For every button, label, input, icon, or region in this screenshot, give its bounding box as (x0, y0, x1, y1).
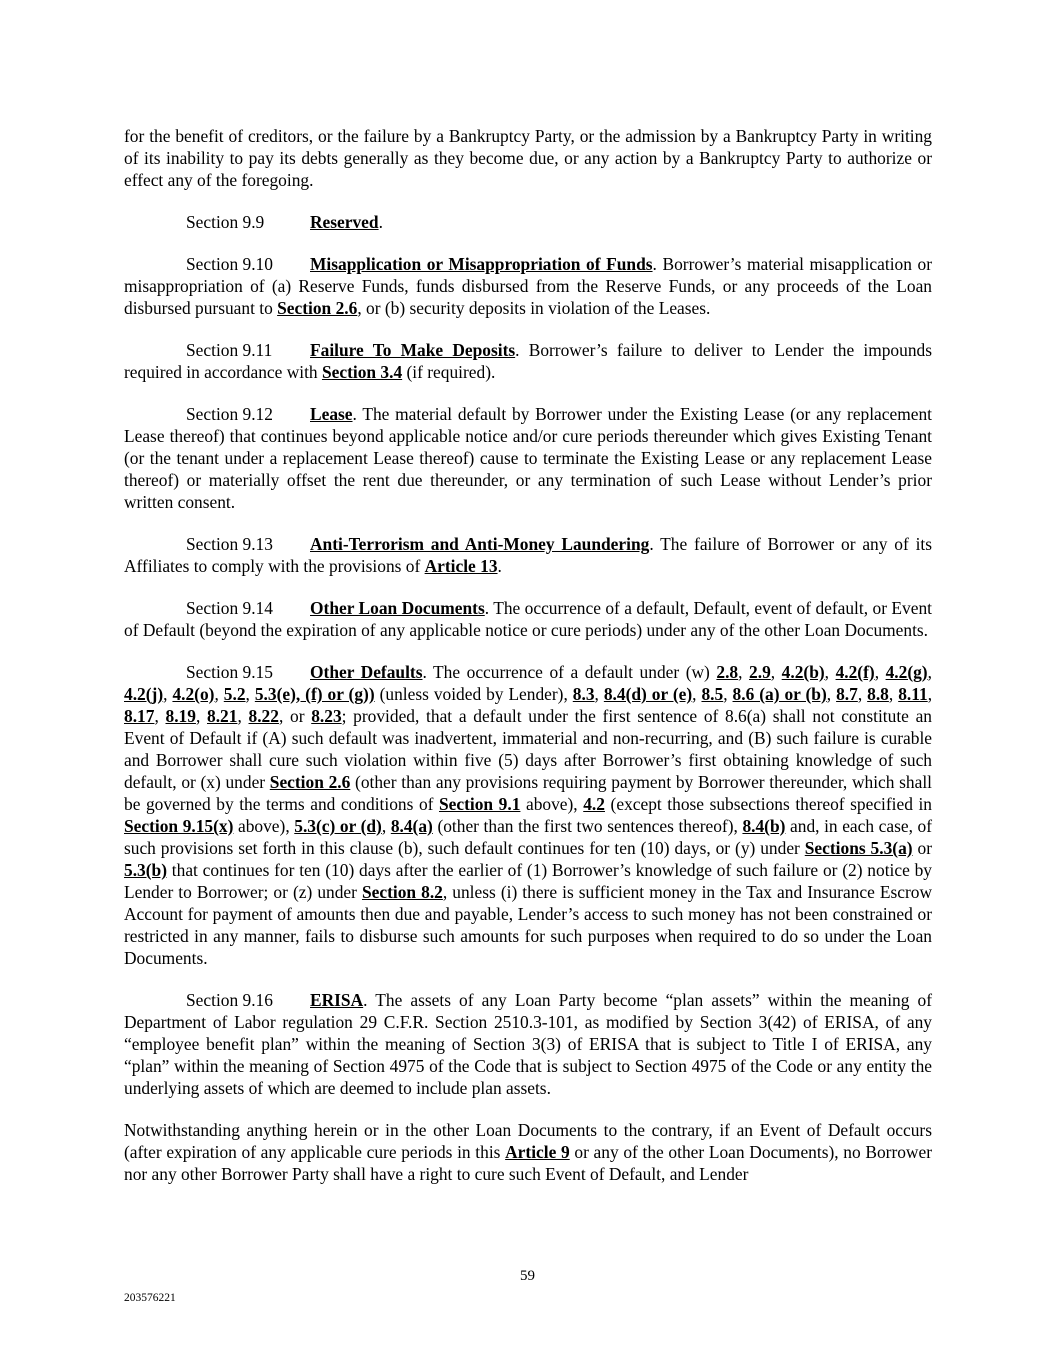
cross-reference: 8.4(a) (390, 816, 433, 836)
cross-reference: 4.2(g) (885, 662, 928, 682)
closing-paragraph (124, 1119, 932, 1185)
section-number: Section 9.10 (186, 254, 273, 274)
section-text: , or (278, 706, 312, 726)
cross-reference: Section 9.15(x) (124, 816, 234, 836)
section-text: . The failure of Borrower or any of its Affiliates to comply with the provisions of (124, 534, 932, 576)
cross-reference: 8.3 (572, 684, 595, 704)
cross-reference: 5.3(c) or (d) (294, 816, 382, 836)
section-number: Section 9.13 (186, 534, 273, 554)
cross-reference: Section 3.4 (321, 362, 403, 382)
cross-reference: 8.5 (701, 684, 724, 704)
document-body (124, 125, 932, 1205)
section-text: (except those subsections thereof specified in (604, 794, 933, 814)
cross-reference: 8.7 (836, 684, 858, 704)
section-heading: Other Loan Documents (310, 598, 485, 618)
cross-reference: 4.2(o) (172, 684, 215, 704)
cross-reference: 2.9 (749, 662, 771, 682)
section-text: , unless (i) there is sufficient money in the Tax and Insurance Escrow Account for payment of amounts then due and payable, Lender’s access to such money has not been constrained or restricted in any manner, fails to disburse such amounts for such purposes when required to do so under the Loan Documents. (124, 882, 933, 968)
cross-reference: 5.3(b) (124, 860, 167, 880)
document-id: 203576221 (124, 1292, 176, 1304)
cross-reference: Section 8.2 (361, 882, 443, 902)
section-number: Section 9.9 (186, 212, 265, 232)
section-heading: Lease (310, 404, 353, 424)
cross-reference: 8.8 (867, 684, 889, 704)
section-text: . The occurrence of a default under (w) (422, 662, 717, 682)
closing-text: Notwithstanding anything herein or in the other Loan Documents to the contrary, if an Event of Default occurs (after expiration of any applicable cure periods in this (124, 1120, 932, 1162)
section-text: (other than any provisions requiring payment by Borrower thereunder, which shall be governed by the terms and conditions of (124, 772, 933, 814)
section-9-10 (124, 253, 932, 319)
cross-reference: 8.4(b) (742, 816, 786, 836)
cross-reference: 8.17 (124, 706, 155, 726)
section-number: Section 9.14 (186, 598, 273, 618)
section-text: above), (520, 794, 584, 814)
intro-paragraph: for the benefit of creditors, or the failure by a Bankruptcy Party, or the admission by a Bankruptcy Party in writing of its inability to pay its debts generally as they become due, or any action by a Bankruptcy Party to authorize or effect any of the foregoing. (124, 126, 932, 190)
section-text: . The assets of any Loan Party become “plan assets” within the meaning of Department of Labor regulation 29 C.F.R. Section 2510.3-101, as modified by Section 3(42) of ERISA, of any “employee benefit plan” within the meaning of Section 3(3) of ERISA that is subject to Title I of ERISA, any “plan” within the meaning of Section 4975 of the Code that is subject to Section 4975 of the Code or any entity the underlying assets of which are deemed to include plan assets. (124, 990, 932, 1098)
cross-reference: 8.6 (a) or (b) (732, 684, 827, 704)
cross-reference: 8.23 (311, 706, 342, 726)
section-heading: ERISA (310, 990, 364, 1010)
cross-reference: 8.4(d) or (e) (603, 684, 693, 704)
section-9-14 (124, 597, 932, 641)
cross-reference: 4.2(f) (835, 662, 875, 682)
section-text: . The material default by Borrower under the Existing Lease (or any replacement Lease thereof) that continues beyond applicable notice and/or cure periods thereunder which gives Existing Tenant (or the tenant under a replacement Lease thereof) cause to terminate the Existing Lease or any replacement Lease thereof) or materially offset the rent due thereunder, or any termination of such Lease without Lender’s prior written consent. (124, 404, 932, 512)
section-text: ; provided, that a default under the first sentence of 8.6(a) shall not constitute an Event of Default if (A) such default was inadvertent, immaterial and non-recurring, and (B) such failure is curable and Borrower shall cure such violation within five (5) days after Borrower’s first obtaining knowledge of such default, or (x) under (124, 706, 932, 792)
cross-reference: Section 2.6 (269, 772, 351, 792)
section-text: or (912, 838, 932, 858)
section-number: Section 9.11 (186, 340, 273, 360)
section-9-11 (124, 339, 932, 383)
section-text: . (497, 556, 502, 576)
cross-reference: 2.8 (716, 662, 739, 682)
cross-reference: Section 9.1 (439, 794, 521, 814)
cross-reference: Article 13 (424, 556, 498, 576)
section-heading: Misapplication or Misappropriation of Funds (310, 254, 653, 274)
section-number: Section 9.12 (186, 404, 273, 424)
section-text: and, in each case, of such provisions set forth in this clause (b), such default continues for ten (10) days, or (y) under (124, 816, 933, 858)
cross-reference: 4.2(b) (781, 662, 825, 682)
cross-reference: 8.22 (248, 706, 279, 726)
section-text: (if required). (402, 362, 496, 382)
cross-reference: 4.2 (583, 794, 605, 814)
section-9-15: Section 9.15 Other Defaults. The occurrence of a default under (w) 2.8, 2.9, 4.2(b), 4.2(f), 4.2(g), 4.2(j), 4.2(o), 5.2, 5.3(e), (f) or (g)) (unless voided by Lender), 8.3, 8.4(d) or (e), 8.5, 8.6 (a) or (b), 8.7, 8.8, 8.11, 8.17, 8.19, 8.21, 8.22, or 8.23; provided, that a default under the first sentence of 8.6(a) shall not constitute an Event of Default if (A) such default was inadvertent, immaterial and non-recurring, and (B) such failure is curable and Borrower shall cure such violation within five (5) days after Borrower’s first obtaining knowledge of such default, or (x) under Section 2.6 (other than any provisions requiring payment by Borrower thereunder, which shall be governed by the terms and conditions of Section 9.1 above), 4.2 (except those subsections thereof specified in Section 9.15(x) above), 5.3(c) or (d), 8.4(a) (other than the first two sentences thereof), 8.4(b) and, in each case, of such provisions set forth in this clause (b), such default continues for ten (10) days, or (y) under Sections 5.3(a) or 5.3(b) that continues for ten (10) days after the earlier of (1) Borrower’s knowledge of such failure or (2) notice by Lender to Borrower; or (z) under Section 8.2, unless (i) there is sufficient money in the Tax and Insurance Escrow Account for payment of amounts then due and payable, Lender’s access to such money has not been constrained or restricted in any manner, fails to disburse such amounts for such purposes when required to do so under the Loan Documents. (124, 662, 933, 968)
closing-text: or any of the other Loan Documents), no Borrower nor any other Borrower Party shall have a right to cure such Event of Default, and Lender (124, 1142, 933, 1184)
section-text: . Borrower’s failure to deliver to Lender the impounds required in accordance with (124, 340, 932, 382)
section-heading: Failure To Make Deposits (310, 340, 516, 360)
section-text: . The occurrence of a default, Default, event of default, or Event of Default (beyond the expiration of any applicable notice or cure periods) under any of the other Loan Documents. (124, 598, 932, 640)
section-heading: Anti-Terrorism and Anti-Money Laundering (310, 534, 650, 554)
section-text: . Borrower’s material misapplication or misappropriation of (a) Reserve Funds, funds disbursed from the Reserve Funds, or any proceeds of the Loan disbursed pursuant to (124, 254, 932, 318)
section-heading: Other Defaults (310, 662, 423, 682)
section-9-13 (124, 533, 932, 577)
cross-reference: 5.3(e), (f) or (g)) (254, 684, 375, 704)
section-9-9: Section 9.9 Reserved. (186, 212, 383, 232)
section-9-12 (124, 403, 932, 513)
cross-reference: Section 2.6 (277, 298, 358, 318)
cross-reference: 5.2 (223, 684, 246, 704)
section-text: (unless voided by Lender), (374, 684, 573, 704)
cross-reference: Article 9 (505, 1142, 570, 1162)
section-number: Section 9.16 (186, 990, 273, 1010)
section-text: that continues for ten (10) days after the earlier of (1) Borrower’s knowledge of such failure or (2) notice by Lender to Borrower; or (z) under (124, 860, 932, 902)
section-text: (other than the first two sentences thereof), (432, 816, 743, 836)
section-heading: Reserved (310, 212, 379, 232)
cross-reference: 8.11 (898, 684, 928, 704)
section-text: , or (b) security deposits in violation of the Leases. (357, 298, 711, 318)
section-number: Section 9.15 (186, 662, 273, 682)
cross-reference: 8.19 (165, 706, 196, 726)
section-9-16 (124, 989, 932, 1099)
cross-reference: 4.2(j) (124, 684, 164, 704)
page-number: 59 (520, 1268, 535, 1284)
cross-reference: Sections 5.3(a) (804, 838, 913, 858)
cross-reference: 8.21 (207, 706, 238, 726)
section-text: , (381, 816, 391, 836)
section-text: above), (233, 816, 295, 836)
